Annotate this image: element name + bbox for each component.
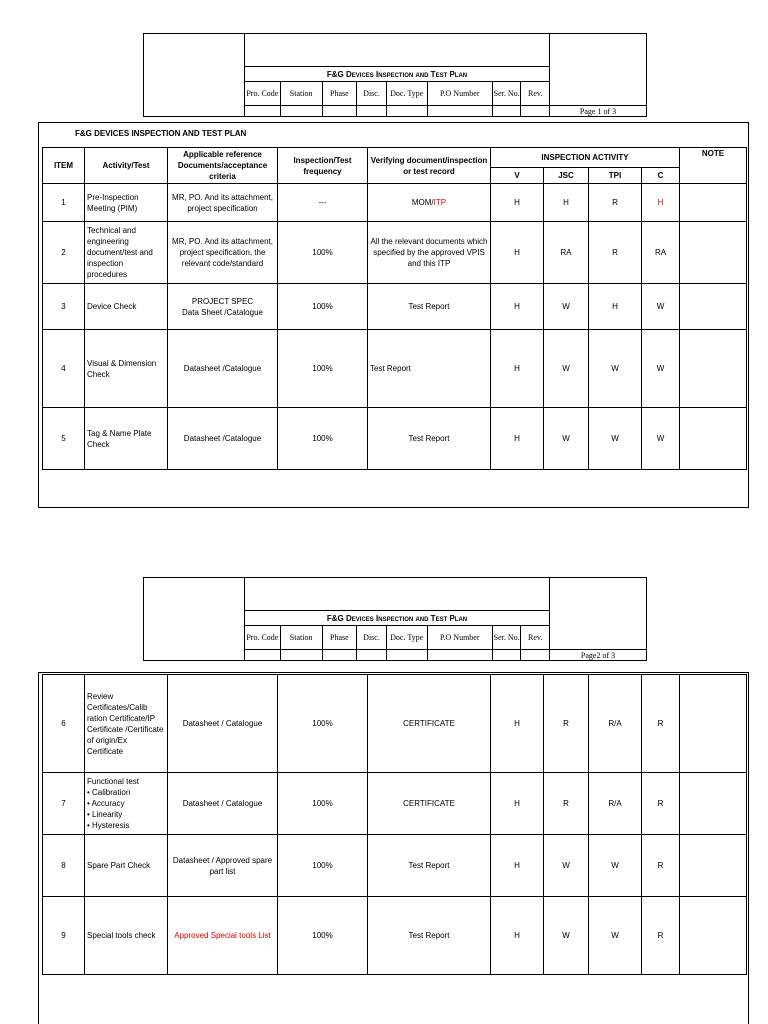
reference: Datasheet / Catalogue bbox=[168, 675, 278, 773]
frequency: 100% bbox=[278, 675, 368, 773]
header-field: P.O Number bbox=[427, 82, 492, 106]
header-field: Phase bbox=[322, 626, 357, 650]
header-field: Station bbox=[280, 82, 322, 106]
header-field: Disc. bbox=[357, 82, 387, 106]
header-logo-cell bbox=[144, 578, 245, 661]
header-field: Ser. No. bbox=[492, 626, 521, 650]
c: W bbox=[642, 330, 680, 408]
col-activity: Activity/Test bbox=[85, 148, 168, 184]
note bbox=[680, 408, 747, 470]
activity: Review Certificates/Calib ration Certificate/IP Certificate /Certificate of origin/Ex Certificate bbox=[85, 675, 168, 773]
col-v: V bbox=[491, 168, 544, 184]
frequency: --- bbox=[278, 184, 368, 222]
header-field: Station bbox=[280, 626, 322, 650]
header-field: Disc. bbox=[357, 626, 387, 650]
v: H bbox=[491, 184, 544, 222]
activity: Visual & Dimension Check bbox=[85, 330, 168, 408]
jsc: RA bbox=[544, 222, 589, 284]
header-field: Rev. bbox=[521, 82, 550, 106]
frequency: 100% bbox=[278, 773, 368, 835]
col-note: NOTE bbox=[680, 148, 747, 184]
tpi: H bbox=[589, 284, 642, 330]
page-number: Page 1 of 3 bbox=[550, 106, 647, 117]
col-item: ITEM bbox=[43, 148, 85, 184]
col-verifying: Verifying document/inspection or test record bbox=[368, 148, 491, 184]
tpi: W bbox=[589, 330, 642, 408]
activity bbox=[85, 773, 168, 835]
header-logo-cell bbox=[144, 34, 245, 117]
v: H bbox=[491, 408, 544, 470]
header-field: Ser. No. bbox=[492, 82, 521, 106]
frequency: 100% bbox=[278, 284, 368, 330]
table-row bbox=[43, 773, 747, 835]
header-field: P.O Number bbox=[427, 626, 492, 650]
reference: MR, PO. And its attachment, project specification bbox=[168, 184, 278, 222]
v: H bbox=[491, 675, 544, 773]
table-row bbox=[43, 184, 747, 222]
activity: Pre-Inspection Meeting (PIM) bbox=[85, 184, 168, 222]
jsc: R bbox=[544, 773, 589, 835]
jsc: H bbox=[544, 184, 589, 222]
note bbox=[680, 330, 747, 408]
tpi: R/A bbox=[589, 773, 642, 835]
item-number: 3 bbox=[43, 284, 85, 330]
verifying bbox=[368, 184, 491, 222]
jsc: W bbox=[544, 835, 589, 897]
bullet: • Linearity bbox=[87, 810, 123, 819]
frequency: 100% bbox=[278, 408, 368, 470]
reference: Datasheet /Catalogue bbox=[168, 408, 278, 470]
reference: Datasheet /Catalogue bbox=[168, 330, 278, 408]
verifying-part: ITP bbox=[433, 198, 447, 207]
tpi: W bbox=[589, 408, 642, 470]
page-header-1 bbox=[143, 33, 647, 117]
reference-line: PROJECT SPEC bbox=[191, 296, 254, 306]
header-title: F&G Devices Inspection and Test Plan bbox=[245, 611, 550, 626]
tpi: W bbox=[589, 897, 642, 975]
note bbox=[680, 284, 747, 330]
frequency: 100% bbox=[278, 330, 368, 408]
note bbox=[680, 184, 747, 222]
reference-line: Data Sheet /Catalogue bbox=[182, 307, 263, 317]
document-title: F&G DEVICES INSPECTION AND TEST PLAN bbox=[75, 129, 247, 138]
col-reference: Applicable reference Documents/acceptance criteria bbox=[168, 148, 278, 184]
table-row bbox=[43, 835, 747, 897]
c: R bbox=[642, 773, 680, 835]
col-inspection-activity: INSPECTION ACTIVITY bbox=[491, 148, 680, 168]
jsc: W bbox=[544, 284, 589, 330]
c: W bbox=[642, 284, 680, 330]
item-number: 6 bbox=[43, 675, 85, 773]
frequency: 100% bbox=[278, 835, 368, 897]
frequency: 100% bbox=[278, 897, 368, 975]
activity: Device Check bbox=[85, 284, 168, 330]
reference: MR, PO. And its attachment, project specification, the relevant code/standard bbox=[168, 222, 278, 284]
verifying: Test Report bbox=[368, 835, 491, 897]
frequency: 100% bbox=[278, 222, 368, 284]
header-field: Pro. Code bbox=[245, 82, 281, 106]
c: R bbox=[642, 835, 680, 897]
reference: Datasheet / Catalogue bbox=[168, 773, 278, 835]
header-field: Doc. Type bbox=[386, 82, 427, 106]
page-number: Page2 of 3 bbox=[550, 650, 647, 661]
note bbox=[680, 675, 747, 773]
verifying-part: MOM/ bbox=[411, 198, 434, 207]
v: H bbox=[491, 222, 544, 284]
c: R bbox=[642, 675, 680, 773]
jsc: W bbox=[544, 897, 589, 975]
tpi: R bbox=[589, 222, 642, 284]
v: H bbox=[491, 773, 544, 835]
verifying: Test Report bbox=[368, 408, 491, 470]
reference: Datasheet / Approved spare part list bbox=[168, 835, 278, 897]
jsc: R bbox=[544, 675, 589, 773]
verifying: Test Report bbox=[368, 284, 491, 330]
col-c: C bbox=[642, 168, 680, 184]
itp-table-2 bbox=[42, 674, 747, 975]
c: RA bbox=[642, 222, 680, 284]
col-frequency: Inspection/Test frequency bbox=[278, 148, 368, 184]
activity-title: Functional test bbox=[87, 777, 140, 786]
activity: Spare Part Check bbox=[85, 835, 168, 897]
v: H bbox=[491, 897, 544, 975]
verifying: CERTIFICATE bbox=[368, 773, 491, 835]
v: H bbox=[491, 835, 544, 897]
activity: Technical and engineering document/test and inspection procedures bbox=[85, 222, 168, 284]
activity: Special tools check bbox=[85, 897, 168, 975]
itp-table-1 bbox=[42, 147, 747, 470]
bullet: • Calibration bbox=[87, 788, 131, 797]
activity: Tag & Name Plate Check bbox=[85, 408, 168, 470]
note bbox=[680, 897, 747, 975]
bullet: • Hysteresis bbox=[87, 821, 130, 830]
table-row bbox=[43, 675, 747, 773]
v: H bbox=[491, 284, 544, 330]
verifying: CERTIFICATE bbox=[368, 675, 491, 773]
col-jsc: JSC bbox=[544, 168, 589, 184]
c: R bbox=[642, 897, 680, 975]
header-field: Pro. Code bbox=[245, 626, 281, 650]
item-number: 1 bbox=[43, 184, 85, 222]
note bbox=[680, 773, 747, 835]
page-header-2 bbox=[143, 577, 647, 661]
tpi: R bbox=[589, 184, 642, 222]
item-number: 4 bbox=[43, 330, 85, 408]
item-number: 5 bbox=[43, 408, 85, 470]
reference: Approved Special tools List bbox=[168, 897, 278, 975]
bullet: • Accuracy bbox=[87, 799, 125, 808]
item-number: 2 bbox=[43, 222, 85, 284]
table-row bbox=[43, 222, 747, 284]
reference bbox=[168, 284, 278, 330]
table-row bbox=[43, 284, 747, 330]
verifying: Test Report bbox=[368, 330, 491, 408]
note bbox=[680, 222, 747, 284]
note bbox=[680, 835, 747, 897]
verifying: All the relevant documents which specified by the approved VPIS and this ITP bbox=[368, 222, 491, 284]
c: W bbox=[642, 408, 680, 470]
table-row bbox=[43, 330, 747, 408]
item-number: 7 bbox=[43, 773, 85, 835]
item-number: 9 bbox=[43, 897, 85, 975]
table-row bbox=[43, 408, 747, 470]
jsc: W bbox=[544, 330, 589, 408]
verifying: Test Report bbox=[368, 897, 491, 975]
header-field: Doc. Type bbox=[386, 626, 427, 650]
col-tpi: TPI bbox=[589, 168, 642, 184]
v: H bbox=[491, 330, 544, 408]
header-field: Rev. bbox=[521, 626, 550, 650]
tpi: R/A bbox=[589, 675, 642, 773]
item-number: 8 bbox=[43, 835, 85, 897]
header-field: Phase bbox=[322, 82, 357, 106]
table-row bbox=[43, 897, 747, 975]
jsc: W bbox=[544, 408, 589, 470]
header-title: F&G Devices Inspection and Test Plan bbox=[245, 67, 550, 82]
c: H bbox=[642, 184, 680, 222]
tpi: W bbox=[589, 835, 642, 897]
